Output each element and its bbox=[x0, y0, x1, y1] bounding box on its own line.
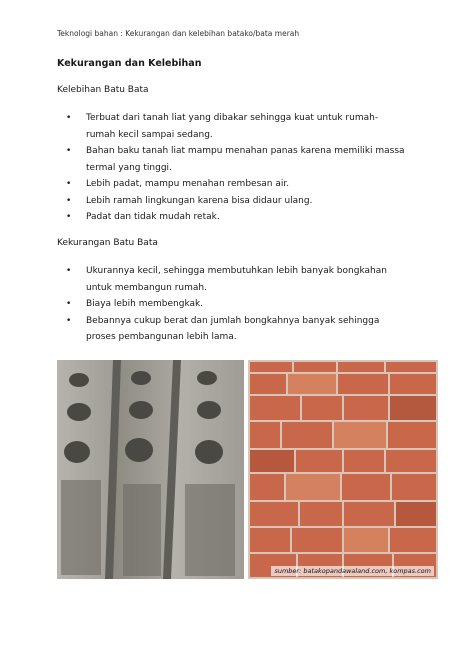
kelebihan-list bbox=[57, 110, 407, 226]
bullet-icon: • bbox=[66, 179, 72, 189]
section-heading: Kekurangan dan Kelebihan bbox=[57, 58, 202, 69]
bullet-icon: • bbox=[66, 212, 72, 222]
bullet-icon: • bbox=[66, 315, 72, 326]
bullet-icon: • bbox=[66, 113, 72, 123]
red-brick-photo bbox=[248, 360, 438, 579]
list-item: • Padat dan tidak mudah retak. bbox=[57, 209, 407, 226]
list-item: • Bebannya cukup berat dan jumlah bongkahnya banyak sehingga proses pembangunan lebih lama. bbox=[57, 313, 407, 346]
list-item: • Biaya lebih membengkak. bbox=[57, 296, 407, 313]
bullet-icon: • bbox=[66, 266, 72, 276]
image-source-caption: sumber: batakopandawaland.com, kompas.com bbox=[271, 566, 434, 576]
kekurangan-list bbox=[57, 263, 407, 346]
list-item: • Terbuat dari tanah liat yang dibakar sehingga kuat untuk rumah-rumah kecil sampai sedang. bbox=[57, 110, 407, 143]
list-item: • Ukurannya kecil, sehingga membutuhkan lebih banyak bongkahan untuk membangun rumah. bbox=[57, 263, 407, 296]
list-item: • Lebih ramah lingkungan karena bisa didaur ulang. bbox=[57, 193, 407, 210]
bullet-icon: • bbox=[66, 146, 72, 156]
kekurangan-title: Kekurangan Batu Bata bbox=[57, 238, 158, 248]
batako-photo bbox=[57, 360, 244, 579]
bullet-icon: • bbox=[66, 299, 72, 309]
bullet-icon: • bbox=[66, 195, 72, 206]
list-item: • Bahan baku tanah liat mampu menahan panas karena memiliki massa termal yang tinggi. bbox=[57, 143, 407, 176]
kelebihan-title: Kelebihan Batu Bata bbox=[57, 85, 149, 95]
page-header: Teknologi bahan : Kekurangan dan kelebihan batako/bata merah bbox=[57, 29, 300, 38]
material-photos bbox=[57, 360, 438, 579]
list-item: • Lebih padat, mampu menahan rembesan air. bbox=[57, 176, 407, 193]
